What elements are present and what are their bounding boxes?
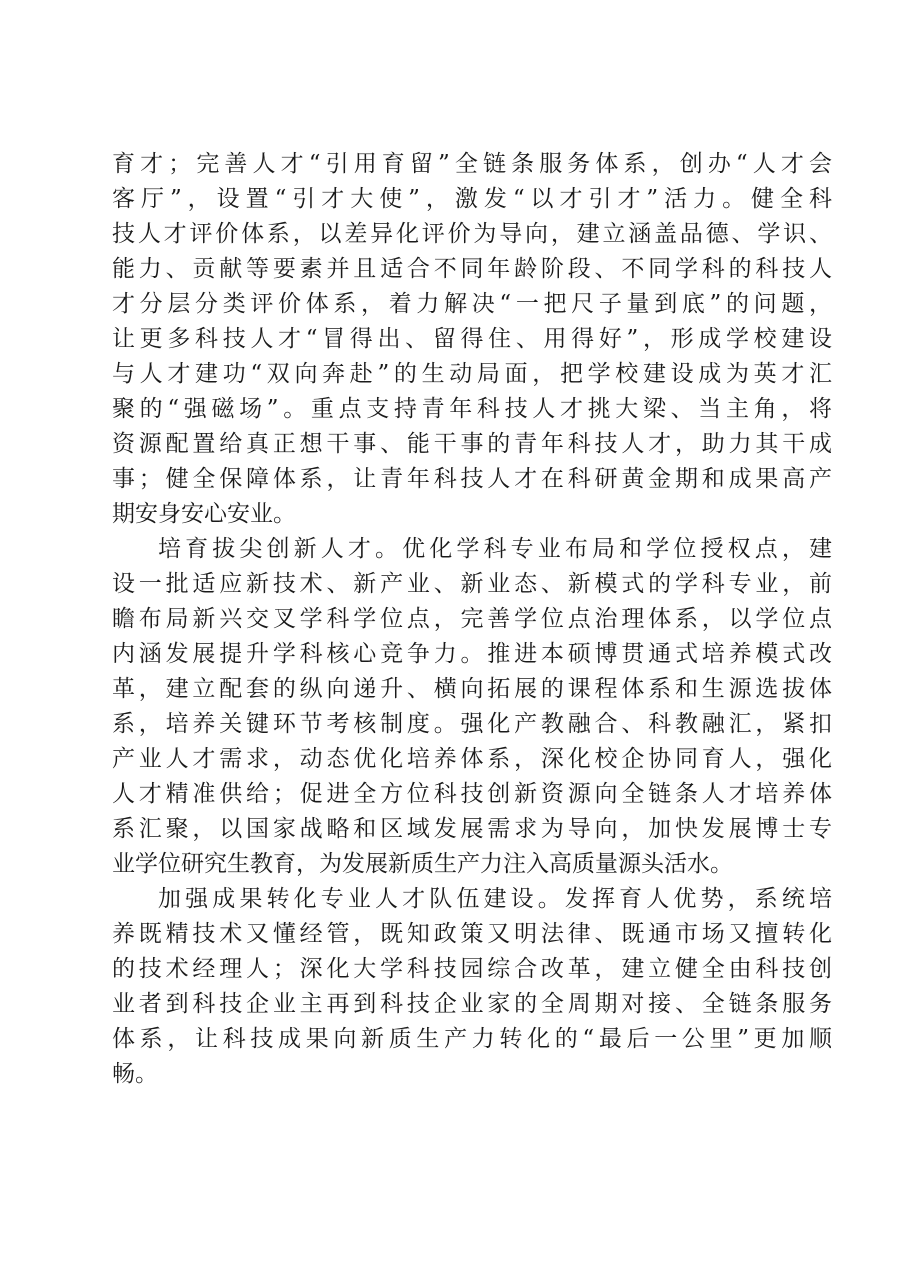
text-line: 畅。 [112, 1061, 158, 1087]
document-body [112, 147, 832, 1092]
text-line: 技人才评价体系，以差异化评价为导向，建立涵盖品德、学识、 [112, 221, 832, 247]
paragraph-talent-service-system [112, 147, 832, 532]
text-line: 业学位研究生教育，为发展新质生产力注入高质量源头活水。 [112, 851, 733, 877]
text-line: 事；健全保障体系，让青年科技人才在科研黄金期和成果高产 [112, 466, 832, 492]
text-line: 养既精技术又懂经管，既知政策又明法律、既通市场又擅转化 [112, 921, 832, 947]
text-line: 期安身安心安业。 [112, 501, 296, 527]
text-line: 的技术经理人；深化大学科技园综合改革，建立健全由科技创 [112, 956, 832, 982]
text-line: 育才；完善人才“引用育留”全链条服务体系，创办“人才会 [112, 151, 832, 177]
text-line: 体系，让科技成果向新质生产力转化的“最后一公里”更加顺 [112, 1026, 832, 1052]
text-line: 资源配置给真正想干事、能干事的青年科技人才，助力其干成 [112, 431, 832, 457]
text-line: 系，培养关键环节考核制度。强化产教融合、科教融汇，紧扣 [112, 711, 832, 737]
paragraph-top-innovative-talent [112, 532, 832, 882]
text-line: 让更多科技人才“冒得出、留得住、用得好”，形成学校建设 [112, 326, 832, 352]
text-line: 人才精准供给；促进全方位科技创新资源向全链条人才培养体 [112, 781, 832, 807]
text-line: 与人才建功“双向奔赴”的生动局面，把学校建设成为英才汇 [112, 361, 832, 387]
text-line: 设一批适应新技术、新产业、新业态、新模式的学科专业，前 [112, 571, 832, 597]
text-line: 培育拔尖创新人才。优化学科专业布局和学位授权点，建 [158, 536, 832, 562]
text-line: 聚的“强磁场”。重点支持青年科技人才挑大梁、当主角，将 [112, 396, 832, 422]
text-line: 瞻布局新兴交叉学科学位点，完善学位点治理体系，以学位点 [112, 606, 832, 632]
text-line: 加强成果转化专业人才队伍建设。发挥育人优势，系统培 [158, 886, 832, 912]
text-line: 能力、贡献等要素并且适合不同年龄阶段、不同学科的科技人 [112, 256, 832, 282]
text-line: 革，建立配套的纵向递升、横向拓展的课程体系和生源选拔体 [112, 676, 832, 702]
paragraph-tech-transfer-talent [112, 882, 832, 1092]
text-line: 业者到科技企业主再到科技企业家的全周期对接、全链条服务 [112, 991, 832, 1017]
text-line: 客厅”，设置“引才大使”，激发“以才引才”活力。健全科 [112, 186, 832, 212]
text-line: 才分层分类评价体系，着力解决“一把尺子量到底”的问题， [112, 291, 832, 317]
text-line: 系汇聚，以国家战略和区域发展需求为导向，加快发展博士专 [112, 816, 832, 842]
text-line: 内涵发展提升学科核心竞争力。推进本硕博贯通式培养模式改 [112, 641, 832, 667]
text-line: 产业人才需求，动态优化培养体系，深化校企协同育人，强化 [112, 746, 832, 772]
